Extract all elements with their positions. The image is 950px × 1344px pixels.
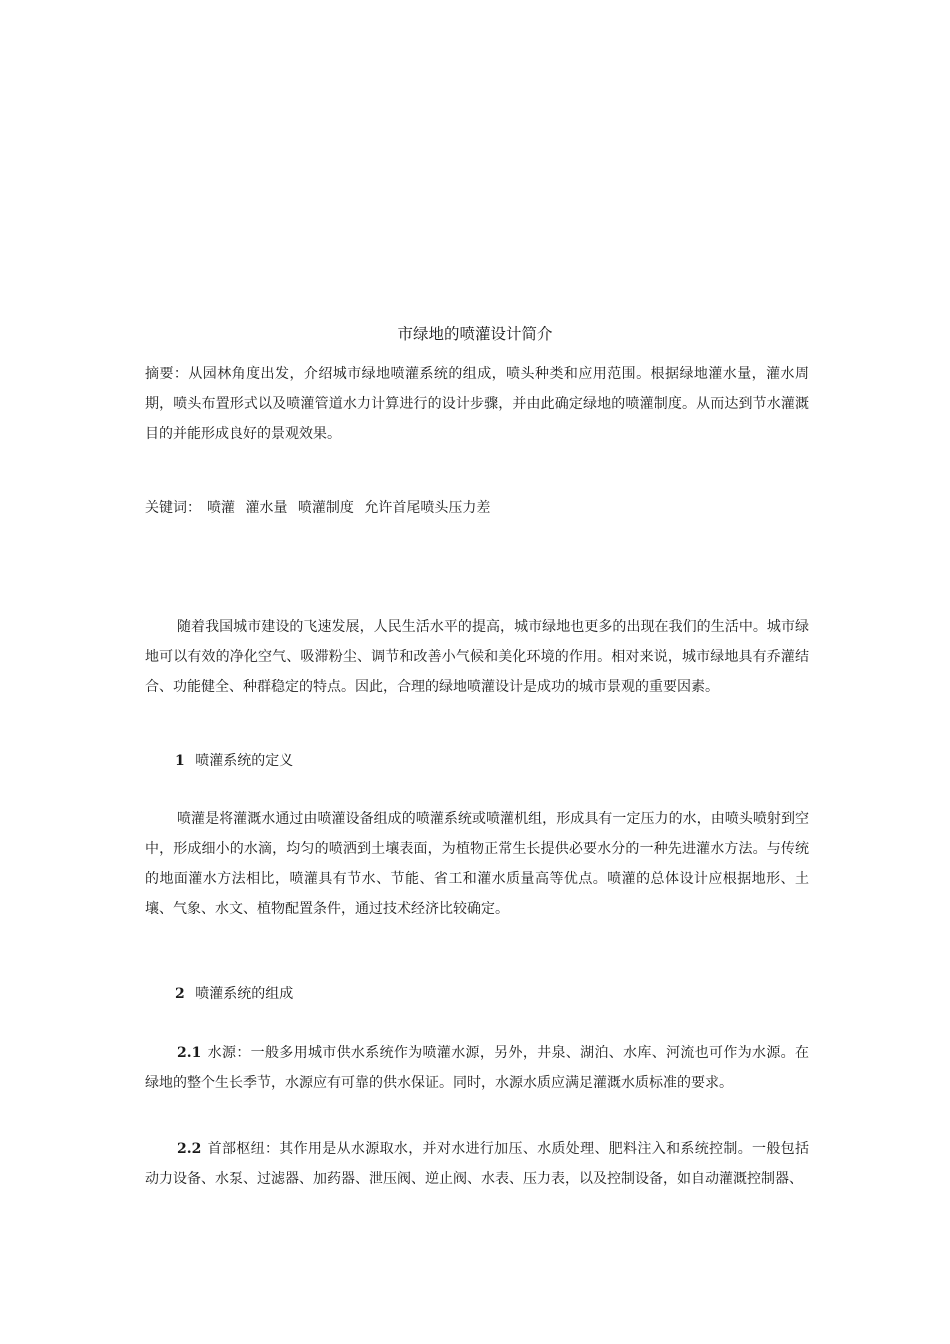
section-number: 1	[175, 753, 185, 769]
keywords-label: 关键词：	[145, 500, 201, 516]
keywords-line	[145, 493, 809, 523]
section-1-heading	[175, 746, 293, 776]
keyword-item: 喷灌	[207, 500, 235, 516]
keyword-item: 喷灌制度	[297, 500, 354, 516]
keyword-item: 允许首尾喷头压力差	[364, 500, 491, 516]
abstract-paragraph: 摘要：从园林角度出发，介绍城市绿地喷灌系统的组成，喷头种类和应用范围。根据绿地灌水量，灌水周期，喷头布置形式以及喷灌管道水力计算进行的设计步骤，并由此确定绿地的喷灌制度。从而达到节水灌溉目的并能形成良好的景观效果。	[145, 366, 809, 442]
section-title: 喷灌系统的定义	[195, 753, 294, 769]
subsection-body: 水源：一般多用城市供水系统作为喷灌水源，另外，井泉、湖泊、水库、河流也可作为水源。在绿地的整个生长季节，水源应有可靠的供水保证。同时，水源水质应满足灌溉水质标准的要求。	[145, 1045, 809, 1091]
subsection-number: 2.2	[177, 1141, 202, 1157]
section-title: 喷灌系统的组成	[195, 986, 294, 1002]
subsection-number: 2.1	[177, 1045, 202, 1061]
section-2-heading	[175, 979, 293, 1009]
section-1-body: 喷灌是将灌溉水通过由喷灌设备组成的喷灌系统或喷灌机组，形成具有一定压力的水，由喷头喷射到空中，形成细小的水滴，均匀的喷洒到土壤表面，为植物正常生长提供必要水分的一种先进灌水方法。与传统的地面灌水方法相比，喷灌具有节水、节能、省工和灌水质量高等优点。喷灌的总体设计应根据地形、土壤、气象、水文、植物配置条件，通过技术经济比较确定。	[145, 811, 809, 917]
section-2-2-paragraph	[145, 1134, 809, 1194]
document-title: 市绿地的喷灌设计简介	[397, 325, 553, 343]
intro-paragraph: 随着我国城市建设的飞速发展，人民生活水平的提高，城市绿地也更多的出现在我们的生活中。城市绿地可以有效的净化空气、吸滞粉尘、调节和改善小气候和美化环境的作用。相对来说，城市绿地具有乔灌结合、功能健全、种群稳定的特点。因此，合理的绿地喷灌设计是成功的城市景观的重要因素。	[145, 619, 809, 695]
keyword-item: 灌水量	[245, 500, 288, 516]
section-2-1-paragraph	[145, 1038, 809, 1098]
section-number: 2	[175, 986, 185, 1002]
subsection-body: 首部枢纽：其作用是从水源取水，并对水进行加压、水质处理、肥料注入和系统控制。一般包括动力设备、水泵、过滤器、加药器、泄压阀、逆止阀、水表、压力表，以及控制设备，如自动灌溉控制器、	[145, 1141, 809, 1187]
